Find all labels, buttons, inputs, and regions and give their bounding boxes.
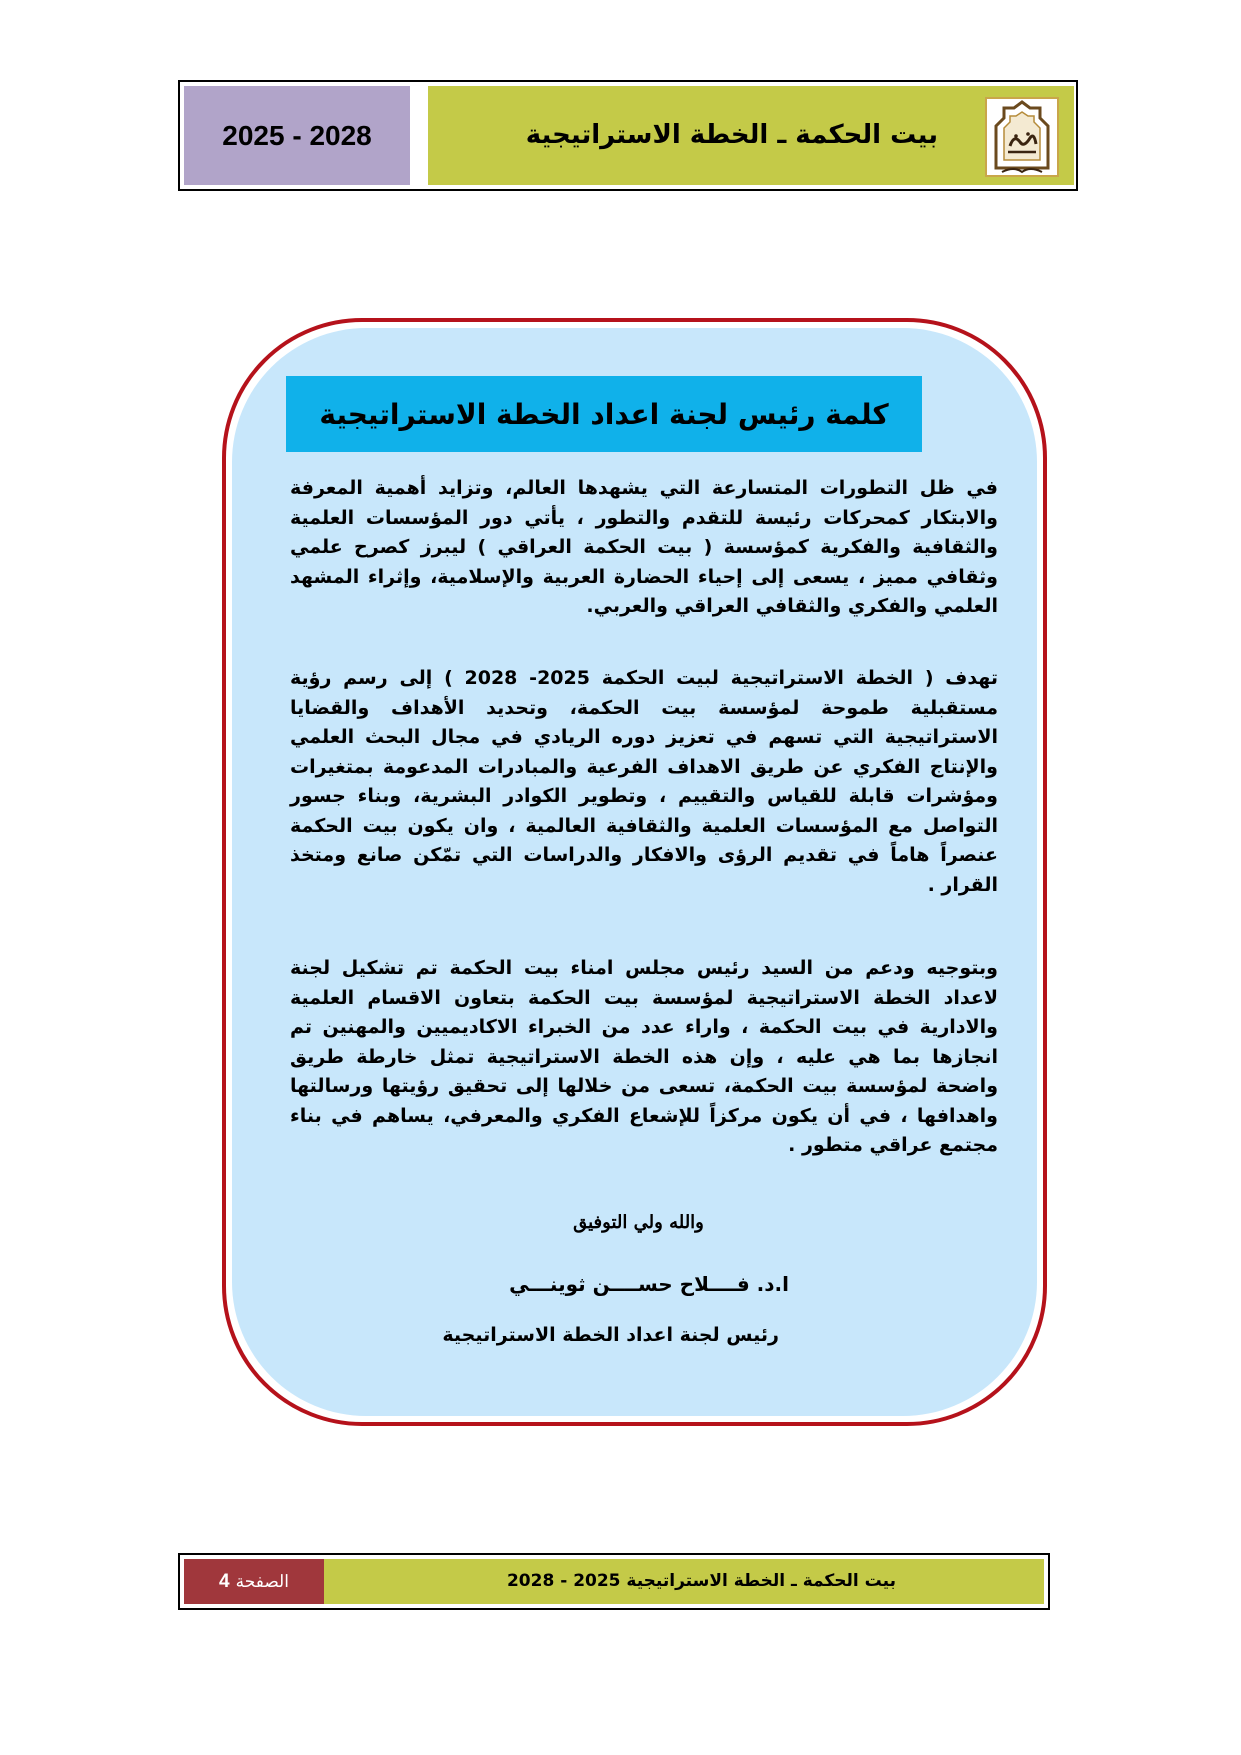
footer-title-bar — [324, 1559, 1044, 1604]
box-heading: كلمة رئيس لجنة اعداد الخطة الاستراتيجية — [286, 376, 922, 452]
signature-title: رئيس لجنة اعداد الخطة الاستراتيجية — [442, 1324, 779, 1346]
page-label: الصفحة — [235, 1571, 289, 1591]
closing-phrase: والله ولي التوفيق — [573, 1212, 704, 1233]
page-footer — [178, 1553, 1050, 1610]
signature-name: ا.د. فــــلاح حســــن ثوينـــي — [509, 1272, 789, 1296]
page-header — [178, 80, 1078, 191]
footer-title: بيت الحكمة ـ الخطة الاستراتيجية 2025 - 2028 — [506, 1571, 896, 1591]
header-title: بيت الحكمة ـ الخطة الاستراتيجية — [525, 120, 938, 150]
paragraph-1: في ظل التطورات المتسارعة التي يشهدها العالم، وتزايد أهمية المعرفة والابتكار كمحركات رئيسة للتقدم والتطور ، يأتي دور المؤسسات العلمية والثقافية والفكرية كمؤسسة ( بيت الحكمة العراقي ) ليبرز كصرح علمي وثقافي مميز ، يسعى إلى إحياء الحضارة العربية والإسلامية، وإثراء المشهد العلمي والفكري والثقافي العراقي والعربي. — [290, 477, 998, 617]
header-years: 2025 - 2028 — [184, 86, 410, 185]
bayt-al-hikma-logo-icon — [984, 96, 1060, 178]
page-number: 4 — [219, 1570, 230, 1592]
content-box — [232, 328, 1037, 1416]
header-title-bar — [428, 86, 1074, 185]
page-number-badge — [184, 1559, 324, 1604]
content-frame — [222, 318, 1047, 1426]
paragraph-2: تهدف ( الخطة الاستراتيجية لبيت الحكمة 2025- 2028 ) إلى رسم رؤية مستقبلية طموحة لمؤسسة بيت الحكمة، وتحديد الأهداف والقضايا الاستراتيجية التي تسهم في تعزيز دوره الريادي في مجال البحث العلمي والإنتاج الفكري عن طريق الاهداف الفرعية والمبادرات المدعومة بمتغيرات ومؤشرات قابلة للقياس والتقييم ، وتطوير الكوادر البشرية، وبناء جسور التواصل مع المؤسسات العلمية والثقافية العالمية ، وان يكون بيت الحكمة عنصراً هاماً في تقديم الرؤى والافكار والدراسات التي تمّكن صانع ومتخذ القرار . — [290, 667, 998, 896]
paragraph-3: وبتوجيه ودعم من السيد رئيس مجلس امناء بيت الحكمة تم تشكيل لجنة لاعداد الخطة الاستراتيجية لمؤسسة بيت الحكمة بتعاون الاقسام العلمية والادارية في بيت الحكمة ، واراء عدد من الخبراء الاكاديميين والمهنين تم انجازها بما هي عليه ، وإن هذه الخطة الاستراتيجية تمثل خارطة طريق واضحة لمؤسسة بيت الحكمة، تسعى من خلالها إلى تحقيق رؤيتها ورسالتها واهدافها ، في أن يكون مركزاً للإشعاع الفكري والمعرفي، يساهم في بناء مجتمع عراقي متطور . — [290, 957, 998, 1156]
